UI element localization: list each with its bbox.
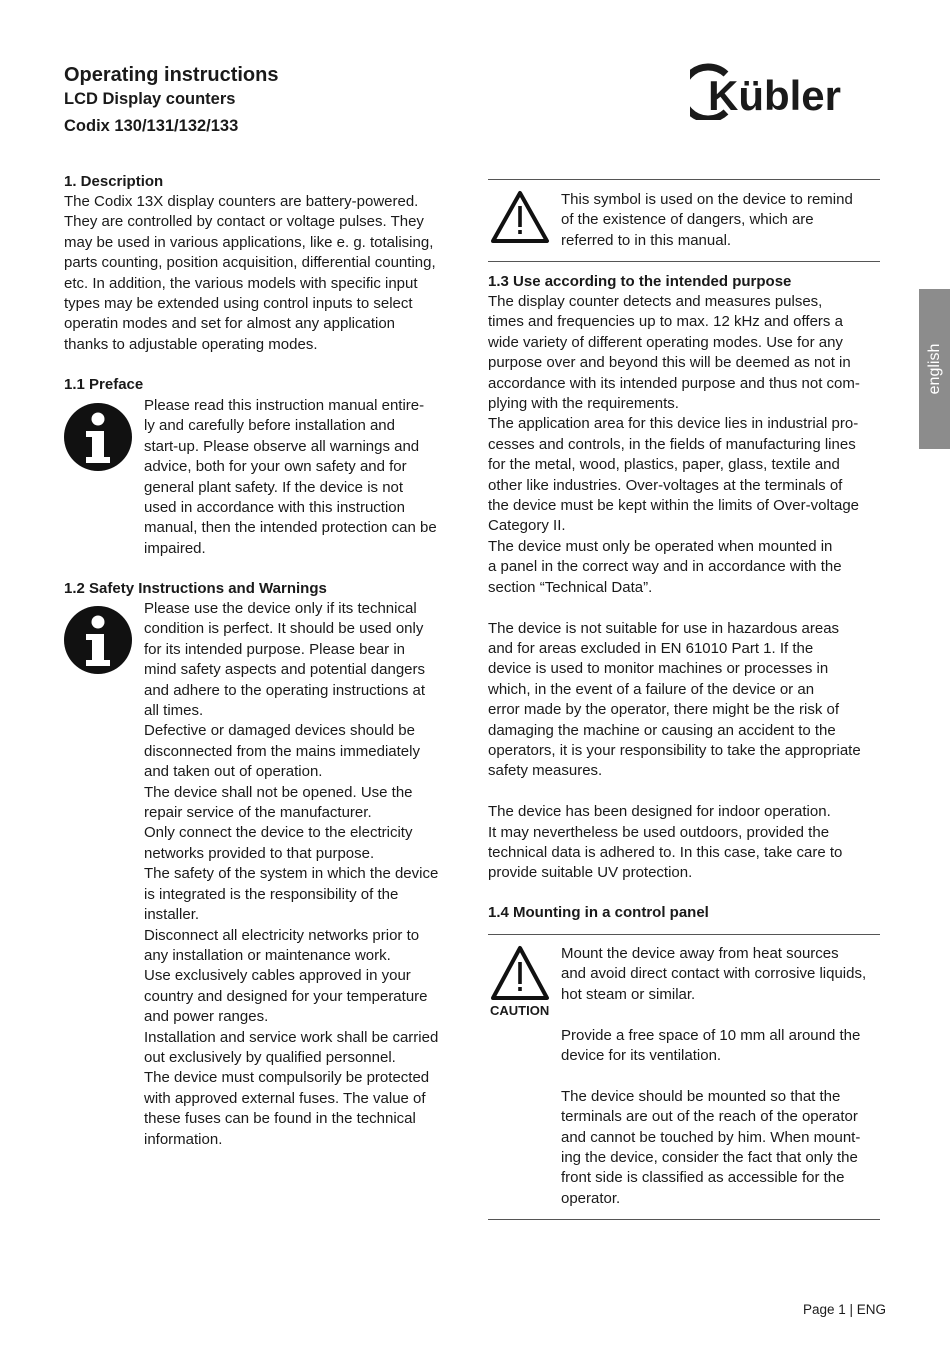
section-heading-mounting: 1.4 Mounting in a control panel (488, 904, 709, 921)
caution-triangle-icon (490, 945, 550, 1001)
preface-text: Please read this instruction manual entire- ly and carefully before installation and start-up. Please observe all warnings and advice, both for your own safety and for general plant safety. If the device is not used in accordance with this instruction manual, then the intended protection can be impaired. (144, 397, 437, 557)
kuebler-logo (690, 62, 884, 120)
page-title: Operating instructions (64, 64, 279, 86)
page-number: Page 1 | ENG (802, 1302, 886, 1317)
section-heading-preface: 1.1 Preface (64, 376, 144, 393)
language-tab-label: english (925, 343, 943, 395)
divider (488, 179, 880, 180)
section-heading-description: 1. Description (64, 173, 164, 190)
model-title: Codix 130/131/132/133 (64, 117, 239, 135)
page-subtitle: LCD Display counters (64, 90, 236, 108)
section-heading-intended-use: 1.3 Use according to the intended purpose (488, 273, 792, 290)
warning-symbol-text: This symbol is used on the device to remind of the existence of dangers, which are referred to in this manual. (561, 191, 853, 249)
caution-label: CAUTION (490, 1003, 550, 1018)
brand-wordmark: Kübler (708, 72, 842, 119)
info-icon (64, 403, 132, 471)
divider (488, 934, 880, 935)
divider (488, 261, 880, 262)
mounting-text: Mount the device away from heat sources and avoid direct contact with corrosive liquids, hot steam or similar. Provide a free space of 10 mm all around the device for its ventilation. The device should be mounted so that the terminals are out of the reach of the operator and cannot be touched by him. When mount- ing the device, consider the fact that only the front side is classified as accessible for the operator. (561, 945, 867, 1207)
intended-use-text: The display counter detects and measures pulses, times and frequencies up to max. 12 kHz and offers a wide variety of different operating modes. Use for any purpose over and beyond this will be deemed as not in accordance with its intended purpose and thus not com- plying with the requirements. The application area for this device lies in industrial pro- cesses and controls, in the fields of manufacturing lines for the metal, wood, plastics, paper, glass, textile and other like industries. Over-voltages at the terminals of the device must be kept within the limits of Over-voltage Category II. The device must only be operated when mounted in a panel in the correct way and in accordance with the section “Technical Data”. The device is not suitable for use in hazardous areas and for areas excluded in EN 61010 Part 1. If the device is used to monitor machines or processes in which, in the event of a failure of the device or an error made by the operator, there might be the risk of damaging the machine or causing an accident to the operators, it is your responsibility to take the appropriate safety measures. The device has been designed for indoor operation. It may nevertheless be used outdoors, provided the technical data is adhered to. In this case, take care to provide suitable UV protection. (488, 293, 861, 882)
section-heading-safety: 1.2 Safety Instructions and Warnings (64, 580, 327, 597)
description-text: The Codix 13X display counters are battery-powered. They are controlled by contact or voltage pulses. They may be used in various applications, like e. g. totalising, parts counting, position acquisition, differential counting, etc. In addition, the various models with specific input types may be extended using control inputs to select operatin modes and set for almost any application thanks to adjustable operating modes. (64, 193, 436, 353)
language-tab (919, 289, 950, 449)
safety-text: Please use the device only if its technical condition is perfect. It should be used only for its intended purpose. Please bear in mind safety aspects and potential dangers and adhere to the operating instructions at all times. Defective or damaged devices should be disconnected from the mains immediately and taken out of operation. The device shall not be opened. Use the repair service of the manufacturer. Only connect the device to the electricity networks provided to that purpose. The safety of the system in which the device is integrated is the responsibility of the installer. Disconnect all electricity networks prior to any installation or maintenance work. Use exclusively cables approved in your country and designed for your temperature and power ranges. Installation and service work shall be carried out exclusively by qualified personnel. The device must compulsorily be protected with approved external fuses. The value of these fuses can be found in the technical information. (144, 600, 439, 1148)
warning-triangle-icon (490, 190, 550, 244)
divider (488, 1219, 880, 1220)
info-icon (64, 606, 132, 674)
